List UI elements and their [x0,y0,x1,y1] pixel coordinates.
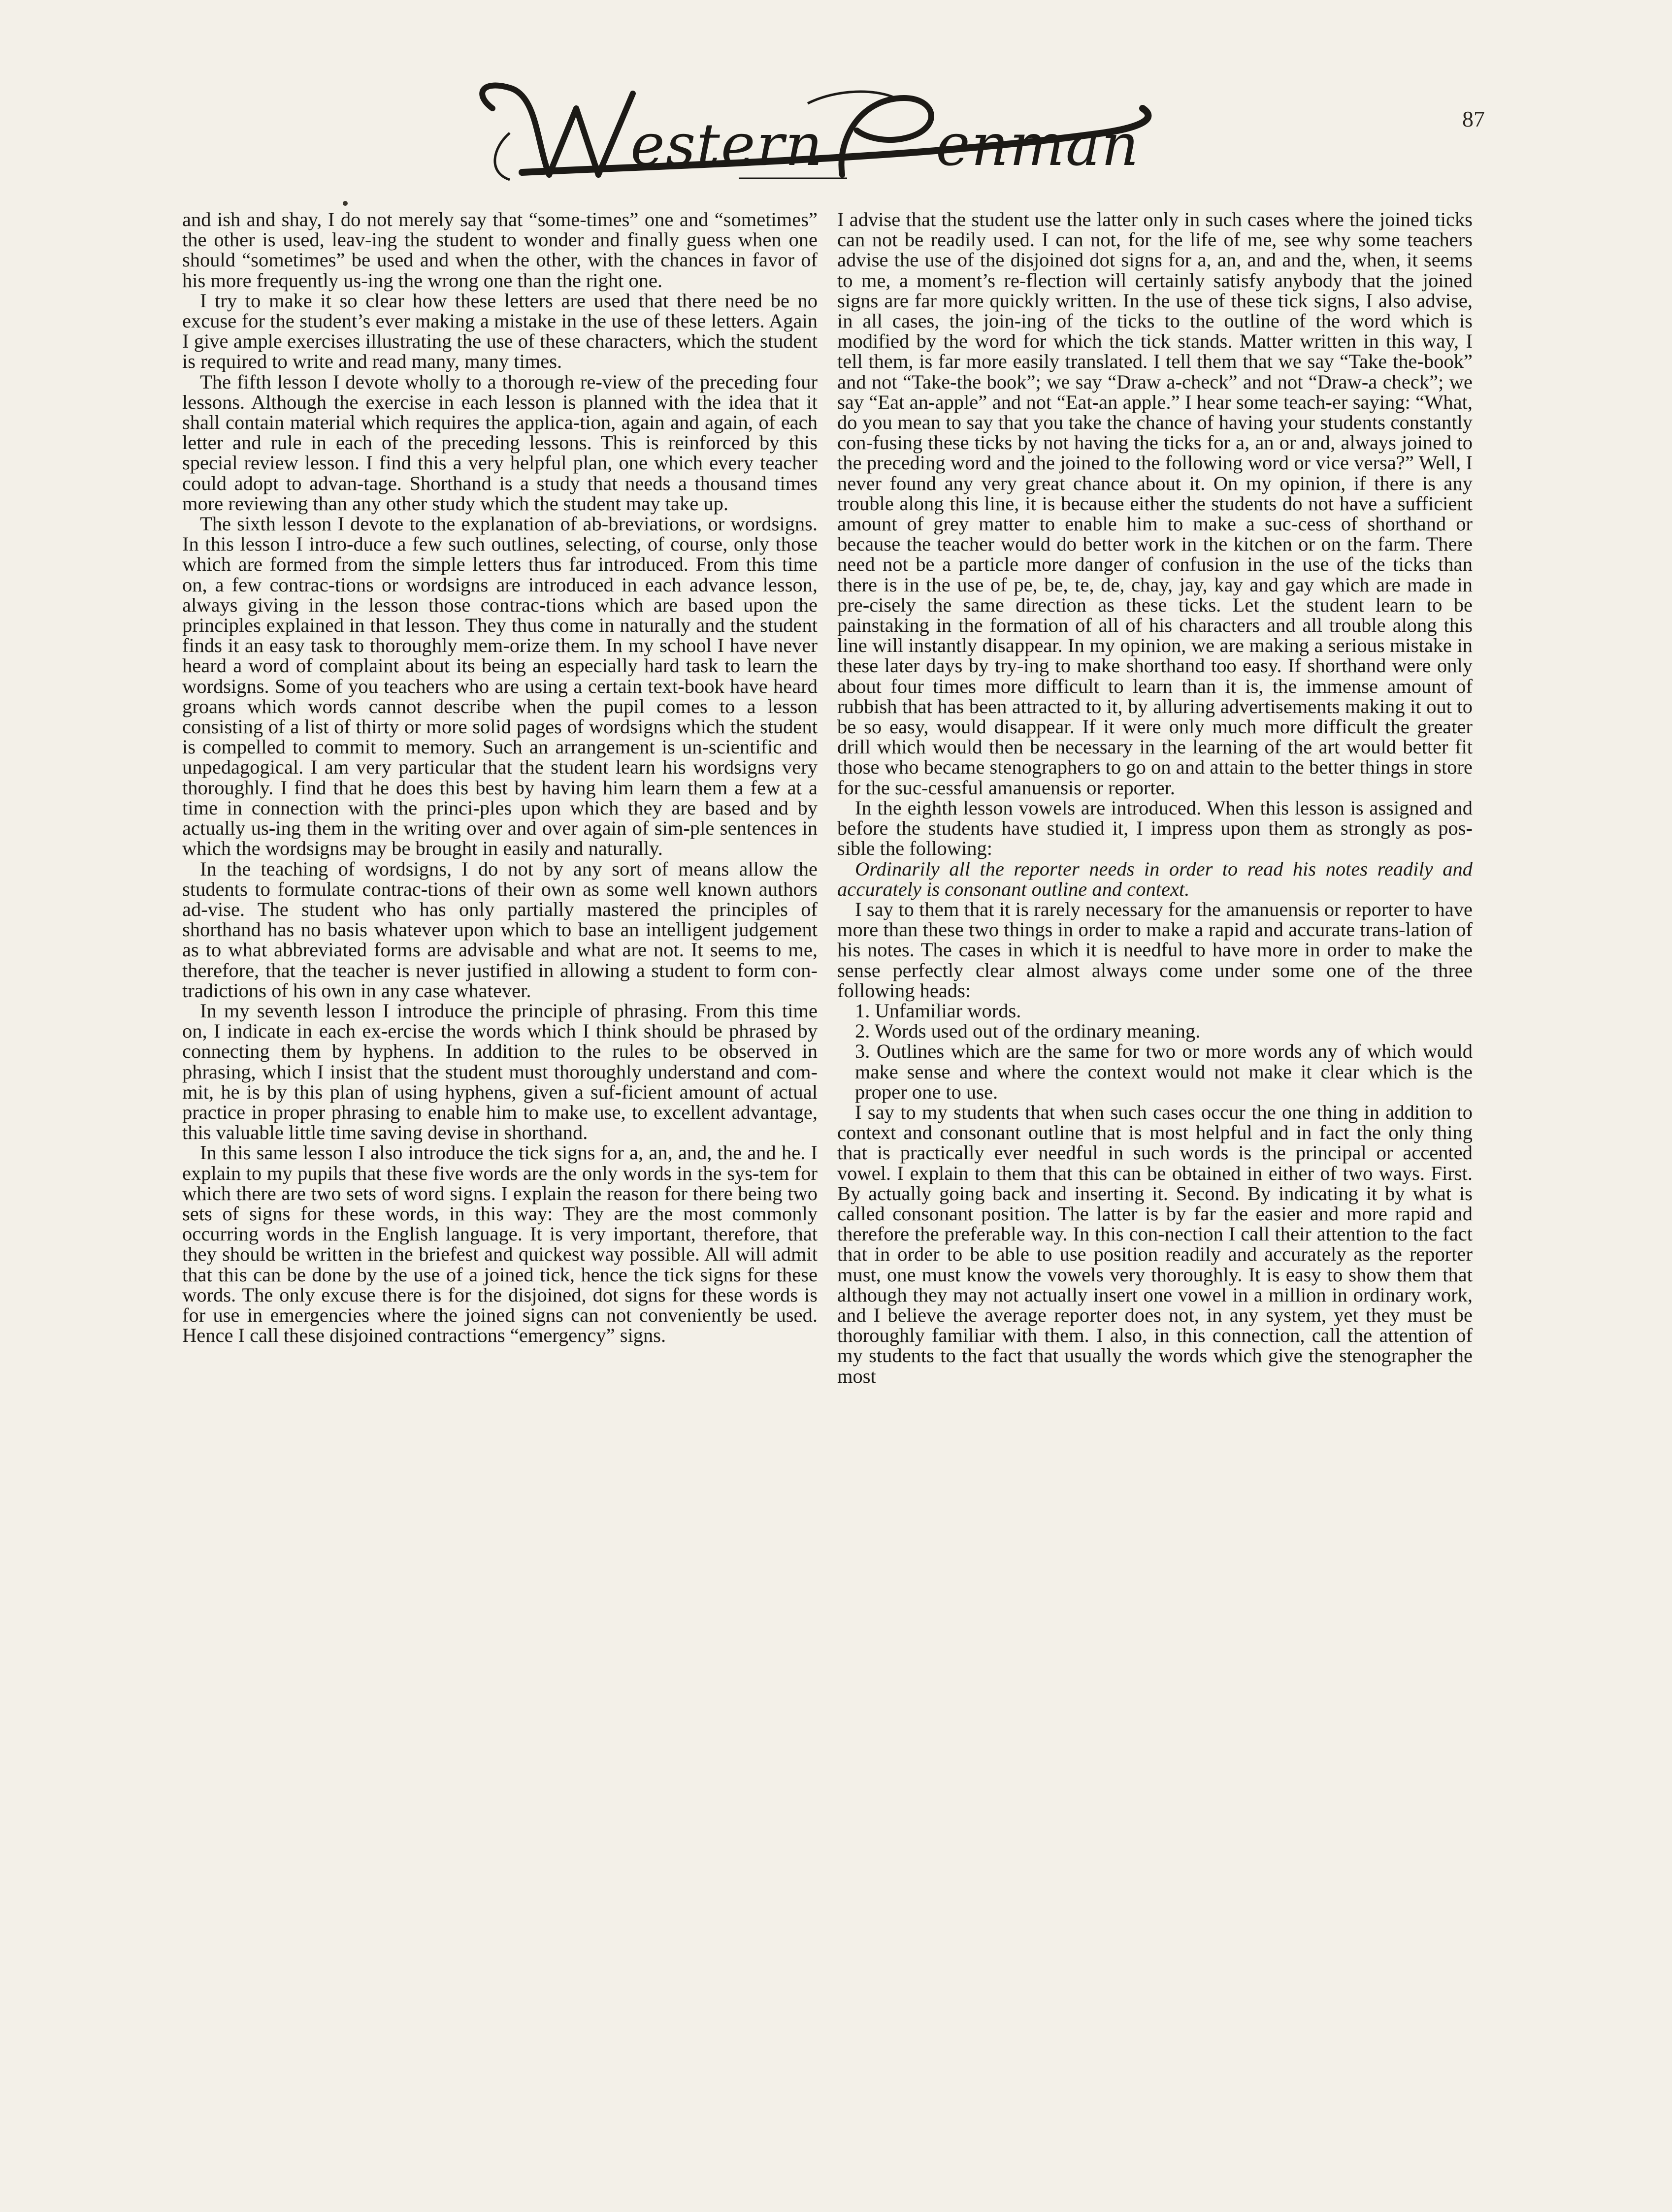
masthead-logo [463,74,1172,202]
article-columns [182,209,1473,2159]
paragraph: In the eighth lesson vowels are introduced. When this lesson is assigned and before the students have studied it, I impress upon them as strongly as pos-sible the following: [837,796,1473,860]
heads-list [837,1001,1473,1102]
paragraph: I say to them that it is rarely necessary for the amanuensis or reporter to have more than these two things in order to make a rapid and accurate trans-lation of his notes. The cases in which it is needful to have more in order to make the sense perfectly clear almost always come under some one of the three following heads: [837,898,1473,1002]
list-item: 2. Words used out of the ordinary meaning. [855,1020,1201,1042]
list-item: 3. Outlines which are the same for two or more words any of which would make sense and where the context would not make it clear which is the proper one to use. [855,1040,1473,1103]
western-penman-logo [463,74,1172,202]
page-number: 87 [1462,106,1485,131]
list-item: 1. Unfamiliar words. [855,999,1021,1022]
paragraph: The fifth lesson I devote wholly to a thorough re-view of the preceding four lessons. Although the exercise in each lesson is planned with the idea that it shall contain material which requires the applica-tion, again and again, of each letter and rule in each of the preceding lessons. This is reinforced by this special review lesson. I find this a very helpful plan, one which every teacher could adopt to advan-tage. Shorthand is a study that needs a thousand times more reviewing than any other study which the student may take up. [182,370,818,515]
logo-word-penman: enman [936,111,1140,179]
paragraph: I advise that the student use the latter only in such cases where the joined ticks can not be readily used. I can not, for the life of me, see why some teachers advise the use of the disjoined dot signs for a, an, and and the, when, it seems to me, a moment’s re-flection will certainly satisfy anybody that the joined signs are far more quickly written. In the use of these tick signs, I also advise, in all cases, the join-ing of the ticks to the outline of the word which is modified by the word for which the tick stands. Matter written in this way, I tell them, is far more easily translated. I tell them that we say “Take the-book” and not “Take-the book”; we say “Draw a-check” and not “Draw-a check”; we say “Eat an-apple” and not “Eat-an apple.” I hear some teach-er saying: “What, do you mean to say that you take the chance of having your students constantly con-fusing these ticks by not having the ticks for a, an or and, always joined to the preceding word and the joined to the following word or vice versa?” Well, I never found any very great chance about it. On my opinion, if there is any trouble along this line, it is because either the students do not have a sufficient amount of grey matter to enable him to make a suc-cess of shorthand or because the teacher would do better work in the kitchen or on the farm. There need not be a particle more danger of confusion in the use of the ticks than there is in the use of pe, be, te, de, chay, jay, kay and gay which are made in pre-cisely the same direction as these ticks. Let the student learn to be painstaking in the formation of all of his characters and all trouble along this line will instantly disappear. In my opinion, we are making a serious mistake in these later days by try-ing to make shorthand too easy. If shorthand were only about four times more difficult to learn than it is, the immense amount of rubbish that has been attracted to it, by alluring advertisements making it out to be so easy, would disappear. If it were only much more difficult the greater drill which would then be necessary in the learning of the art would better fit those who became stenographers to go on and attain to the better things in store for the suc-cessful amanuensis or reporter. [837,209,1473,799]
logo-word-western: estern [630,111,824,179]
paragraph: I try to make it so clear how these letters are used that there need be no excuse for the student’s ever making a mistake in the use of these letters. Again I give ample exercises illustrating the use of these characters, which the student is required to write and read many, many times. [182,289,818,373]
paragraph: In this same lesson I also introduce the tick signs for a, an, and, the and he. I explain to my pupils that these five words are the only words in the sys-tem for which there are two sets of word signs. I explain the reason for there being two sets of signs for these words, in this way: They are the most commonly occurring words in the English language. It is very important, therefore, that they should be written in the briefest and quickest way possible. All will admit that this can be done by the use of a joined tick, hence the tick signs for these words. The only excuse there is for the disjoined, dot signs for these words is for use in emergencies where the joined signs can not conveniently be used. Hence I call these disjoined contractions “emergency” signs. [182,1141,818,1347]
italic-quote: Ordinarily all the reporter needs in order to read his notes readily and accurately is consonant outline and context. [837,857,1473,900]
paragraph: The sixth lesson I devote to the explanation of ab-breviations, or wordsigns. In this lesson I intro-duce a few such outlines, selecting, of course, only those which are formed from the simple letters thus far introduced. From this time on, a few contrac-tions or wordsigns are introduced in each advance lesson, always giving in the lesson those contrac-tions which are based upon the principles explained in that lesson. They thus come in naturally and the student finds it an easy task to thoroughly mem-orize them. In my school I have never heard a word of complaint about its being an especially hard task to learn the wordsigns. Some of you teachers who are using a certain text-book have heard groans which words cannot describe when the pupil comes to a lesson consisting of a list of thirty or more solid pages of wordsigns which the student is compelled to commit to memory. Such an arrangement is un-scientific and unpedagogical. I am very particular that the student learn his wordsigns very thoroughly. I find that he does this best by having him learn them a few at a time in connection with the princi-ples upon which they are based and by actually us-ing them in the writing over and over again of sim-ple sentences in which the wordsigns may be brought in easily and naturally. [182,513,818,860]
paragraph: and ish and shay, I do not merely say that “some-times” one and “sometimes” the other is used, leav-ing the student to wonder and finally guess when one should “sometimes” be used and when the other, with the chances in favor of his more frequently us-ing the wrong one than the right one. [182,209,818,292]
right-column [837,209,1473,2159]
paragraph: In the teaching of wordsigns, I do not by any sort of means allow the students to formulate contrac-tions of their own as some well known authors ad-vise. The student who has only partially mastered the principles of shorthand has no basis whatever upon which to base an intelligent judgement as to what abbreviated forms are advisable and what are not. It seems to me, therefore, that the teacher is never justified in allowing a student to form con-tradictions of his own in any case whatever. [182,857,818,1002]
paragraph: In my seventh lesson I introduce the principle of phrasing. From this time on, I indicate in each ex-ercise the words which I think should be phrased by connecting them by hyphens. In addition to the rules to be observed in phrasing, which I insist that the student must thoroughly understand and com-mit, he is by this plan of using hyphens, given a suf-ficient amount of actual practice in proper phrasing to enable him to make use, to excellent advantage, this valuable little time saving devise in shorthand. [182,999,818,1144]
left-column [182,209,818,2159]
paragraph: I say to my students that when such cases occur the one thing in addition to context and consonant outline that is most helpful and in fact the only thing that is practically ever needful in such words is the principal or accented vowel. I explain to them that this can be obtained in either of two ways. First. By actually going back and inserting it. Second. By indicating it by what is called consonant position. The latter is by far the easier and more rapid and therefore the preferable way. In this con-nection I call their attention to the fact that in order to be able to use position readily and accurately as the reporter must, one must know the vowels very thoroughly. It is easy to show them that although they may not actually insert one vowel in a million in ordinary work, and I believe the average reporter does not, in any system, yet they must be thoroughly familiar with them. I also, in this connection, call the attention of my students to the fact that usually the words which give the stenographer the most [837,1101,1473,1387]
ink-speck [343,201,348,206]
